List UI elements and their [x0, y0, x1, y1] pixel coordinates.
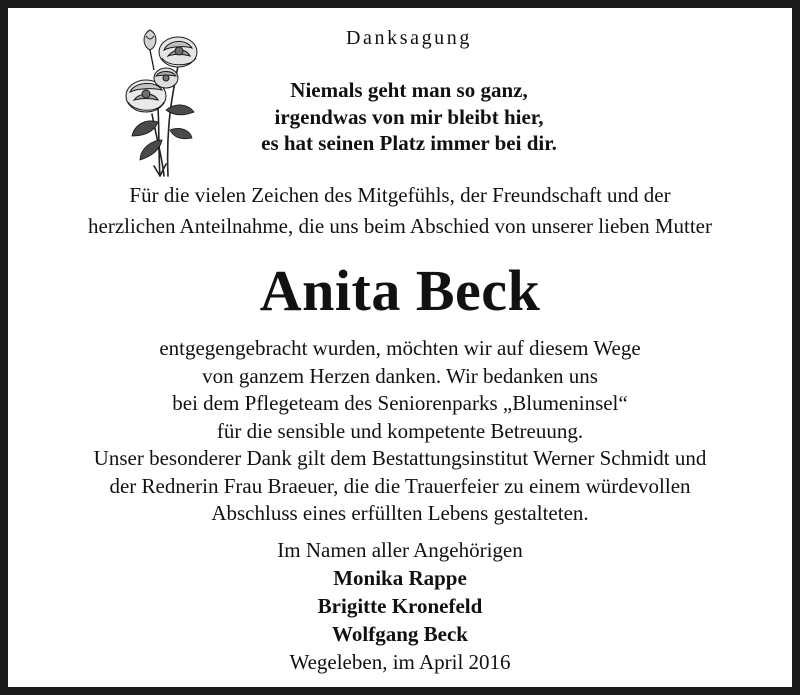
- notice-heading: Danksagung: [346, 27, 472, 49]
- thanks-line: Abschluss eines erfüllten Lebens gestalteten.: [211, 501, 589, 525]
- signer-name: Monika Rappe: [333, 566, 467, 590]
- thanks-line: Unser besonderer Dank gilt dem Bestattungsinstitut Werner Schmidt und: [93, 446, 707, 470]
- thanks-line: entgegengebracht wurden, möchten wir auf diesem Wege: [159, 336, 641, 360]
- thanks-paragraph: [8, 335, 792, 528]
- signer-name: Wolfgang Beck: [332, 622, 468, 646]
- thanks-line: für die sensible und kompetente Betreuung.: [216, 418, 584, 443]
- signoff-block: [8, 536, 792, 648]
- intro-line: herzlichen Anteilnahme, die uns beim Abschied von unserer lieben Mutter: [88, 214, 712, 238]
- intro-paragraph: [8, 180, 792, 242]
- poem-verse: [8, 77, 792, 157]
- poem-line: Niemals geht man so ganz,: [290, 78, 528, 102]
- poem-line: es hat seinen Platz immer bei dir.: [261, 131, 557, 155]
- thanks-line: bei dem Pflegeteam des Seniorenparks „Blumeninsel“: [172, 391, 628, 415]
- signoff-intro: Im Namen aller Angehörigen: [277, 538, 523, 562]
- intro-line: Für die vielen Zeichen des Mitgefühls, der Freundschaft und der: [129, 183, 671, 207]
- poem-line: irgendwas von mir bleibt hier,: [274, 104, 544, 129]
- place-date: Wegeleben, im April 2016: [289, 650, 511, 674]
- thanks-line: der Rednerin Frau Braeuer, die die Trauerfeier zu einem würdevollen: [109, 473, 691, 498]
- thanks-line: von ganzem Herzen danken. Wir bedanken uns: [202, 363, 598, 388]
- signer-name: Brigitte Kronefeld: [317, 594, 483, 618]
- deceased-name: Anita Beck: [259, 258, 541, 323]
